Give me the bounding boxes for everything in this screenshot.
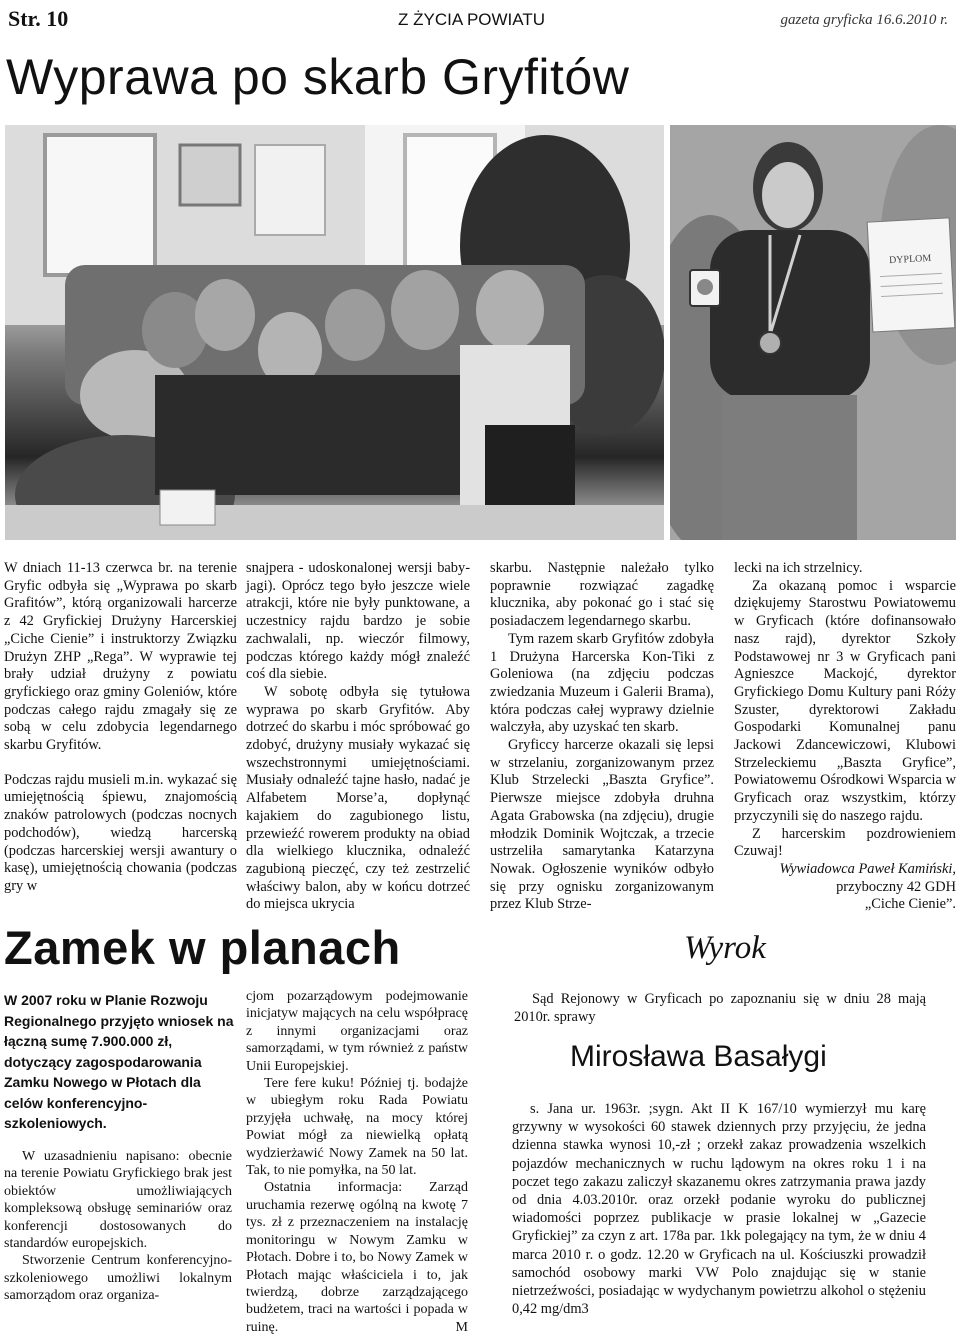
paragraph: Stworzenie Centrum konferencyjno- szkoleniowego umożliwi lokalnym samorządom oraz organiza- <box>4 1253 232 1304</box>
paragraph: W dniach 11-13 czerwca br. na terenie Gryfic odbyła się „Wyprawa po skarb Grafitów”, którą organizowali harcerze z 42 Gryfickiej Drużyny Harcerskiej „Ciche Cienie” i instruktorzy Związku Drużyn ZHP „Rega”. W wyprawie tej brały udział drużyny z powiatu gryfickiego oraz gminy Goleniów, które podczas całego rajdu zmagały się ze sobą w celu zdobycia legendarnego skarbu Gryfitów. <box>4 560 237 754</box>
photo-girl-diploma <box>670 125 956 540</box>
article1-column-2 <box>246 560 470 914</box>
girl-photo-illustration <box>670 125 956 540</box>
signature-role: przyboczny 42 GDH <box>836 878 956 895</box>
paragraph: Gryficcy harcerze okazali się lepsi w strzelaniu, zorganizowanym przez Klub Strzelecki „Baszta Gryfice”. Pierwsze miejsce zdobyła druhna Agata Grabowska (na zdjęciu), drugie młodzik Dominik Wojtczak, a trzecie ustrzeliła samarytanka Katarzyna Nowak. Ogłoszenie wyników odbyło się przy ognisku zorganizowanym przez Klub Strze- <box>490 737 714 913</box>
article1-column-4 <box>734 560 956 914</box>
page-number: Str. 10 <box>8 6 69 31</box>
paragraph: s. Jana ur. 1963r. ;sygn. Akt II K 167/10 wymierzył mu karę grzywny w wysokości 60 stawek dziennych przy przyjęciu, że jedna dzienna stawka wynosi 10,-zł ; orzekł zakaz prowadzenia wszelkich pojazdów mechanicznych w ruchu lądowym na okres roku 1 i na poczet tego zakazu zaliczył skazanemu okres zatrzymania prawa jazdy od dnia 4.03.2010r. oraz orzekł podanie wyroku do publicznej wiadomości poprzez publikacje w prasie lokalnej w „Gazecie Gryfickiej” za czyn z art. 178a par. 1kk polegający na tym, że w dniu 4 marca 2010 r. o godz. 12.20 w Gryficach na ul. Kościuszki prowadził samochód osobowy marki VW Polo znajdując się w stanie nietrzeźwości, posiadając w wydychanym powietrzu alkohol o stężeniu 0,42 mg/dm3 <box>512 1101 926 1318</box>
paragraph: lecki na ich strzelnicy. <box>734 560 863 576</box>
paragraph: skarbu. Następnie należało tylko poprawnie rozwiązać zagadkę klucznika, aby pokonać go i stać się posiadaczem legendarnego skarbu. <box>490 560 714 630</box>
article3-body <box>512 1100 926 1318</box>
paragraph: Ostatnia informacja: Zarząd uruchamia rezerwę ogólną na kwotę 7 tys. zł z przeznaczeniem na instalację monitoringu w Nowym Zamku w Płotach. Dobre i to, bo Nowy Zamek w Płotach mając właściciela i to, jak twierdzą, dobrze zarządzającego budżetem, traci na wartości i popada w ruinę. <box>246 1180 468 1335</box>
group-photo-illustration <box>5 125 664 540</box>
photo-group-scouts <box>5 125 664 540</box>
signature-author: Wywiadowca Paweł Kamiński, <box>779 860 956 877</box>
article3-intro <box>514 990 926 1026</box>
paragraph: Za okazaną pomoc i wsparcie dziękujemy Starostwu Powiatowemu w Gryficach (które dofinansowało nasz rajd), dyrektor Szkoły Podstawowej nr 3 w Gryficach pani Agnieszce Mackojć, dyrektor Gryfickiego Domu Kultury pani Róży Szuster, dyrektorowi Zakładu Gospodarki Komunalnej panu Jackowi Zdancewiczowi, Klubowi Strzeleckiemu „Baszta Gryfice”, Powiatowemu Ośrodkowi Wsparcia w Gryficach oraz wszystkim, którzy przyczynili się do naszego rajdu. <box>734 577 956 824</box>
article2-column-1 <box>4 1148 232 1305</box>
article1-column-3 <box>490 560 714 914</box>
paragraph: W sobotę odbyła się tytułowa wyprawa po skarb Gryfitów. Aby dotrzeć do skarbu i móc spróbować go zdobyć, drużyny musiały wykazać się wszechstronnymi umiejętnościami. Musiały odnaleźć tajne hasło, nadać je Alfabetem Morse’a, dopłynąć kajakiem do zagubionego listu, przewieźć rowerem produkty na obiad dla wielkiego klucznika, odnaleźć zagubioną pieczęć, czy też zestrzelić właściwy balon, aby w końcu dotrzeć do miejsca ukrycia <box>246 683 470 913</box>
convict-name: Mirosława Basałygi <box>570 1040 827 1073</box>
page-header <box>0 6 960 34</box>
article2-column-2 <box>246 988 468 1336</box>
diploma-text: DYPLOM <box>888 252 932 267</box>
paragraph: cjom pozarządowym podejmowanie inicjatyw mających na celu współpracę z innymi organizacjami oraz samorządami, w tym również z państw Unii Europejskiej. <box>246 989 468 1074</box>
article-title-wyrok: Wyrok <box>684 930 766 966</box>
paragraph: snajpera - udoskonalonej wersji baby-jagi). Oprócz tego było jeszcze wiele atrakcji, które nie były punktowane, a uczestnicy rajdu bardzo je sobie zachwalali, np. wieczór filmowy, podczas którego każdy mógł znaleźć coś dla siebie. <box>246 560 470 683</box>
paragraph: Z harcerskim pozdrowieniem Czuwaj! <box>734 825 956 860</box>
article-title-wyprawa: Wyprawa po skarb Gryfitów <box>6 49 630 105</box>
paragraph: Podczas rajdu musieli m.in. wykazać się umiejętnością śpiewu, znajomością znaków patrolowych (podczas nocnych podchodów), wiedzą harcerską (podczas harcerskiej wersji awantury o kasę), umiejętnością chowania (podczas gry w <box>4 771 237 894</box>
paragraph: Tere fere kuku! Później tj. bodajże w ubiegłym roku Rada Powiatu przyjęła uchwałę, na mocy której Powiat mógł za niewielką opłatą wydzierżawić Nowy Zamek na 50 lat. Tak, to nie pomyłka, na 50 lat. <box>246 1076 468 1179</box>
article2-signature: M <box>455 1319 468 1335</box>
signature-troop: „Ciche Cienie”. <box>864 896 956 913</box>
paper-date: gazeta gryficka 16.6.2010 r. <box>780 12 948 28</box>
paragraph: Tym razem skarb Gryfitów zdobyła 1 Drużyna Harcerska Kon-Tiki z Goleniowa (na zdjęciu podczas zwiedzania Muzeum i Galerii Brama), która podczas całej wyprawy dzielnie walczyła, aby uzyskać ten skarb. <box>490 630 714 736</box>
article-title-zamek: Zamek w planach <box>4 921 401 974</box>
section-name: Z ŻYCIA POWIATU <box>398 10 546 29</box>
paragraph: Sąd Rejonowy w Gryficach po zapoznaniu się w dniu 28 mają 2010r. sprawy <box>514 991 926 1025</box>
article2-lead: W 2007 roku w Planie Rozwoju Regionalnego przyjęto wniosek na łączną sumę 7.900.000 zł, dotyczący zagospodarowania Zamku Nowego w Płotach dla celów konferencyjno-szkoleniowych. <box>4 992 234 1131</box>
paragraph: W uzasadnieniu napisano: obecnie na terenie Powiatu Gryfickiego brak jest obiektów umożliwiających kompleksową obsługę seminariów oraz konferencji dostosowanych do standardów europejskich. <box>4 1149 232 1252</box>
article1-column-1 <box>4 560 237 896</box>
